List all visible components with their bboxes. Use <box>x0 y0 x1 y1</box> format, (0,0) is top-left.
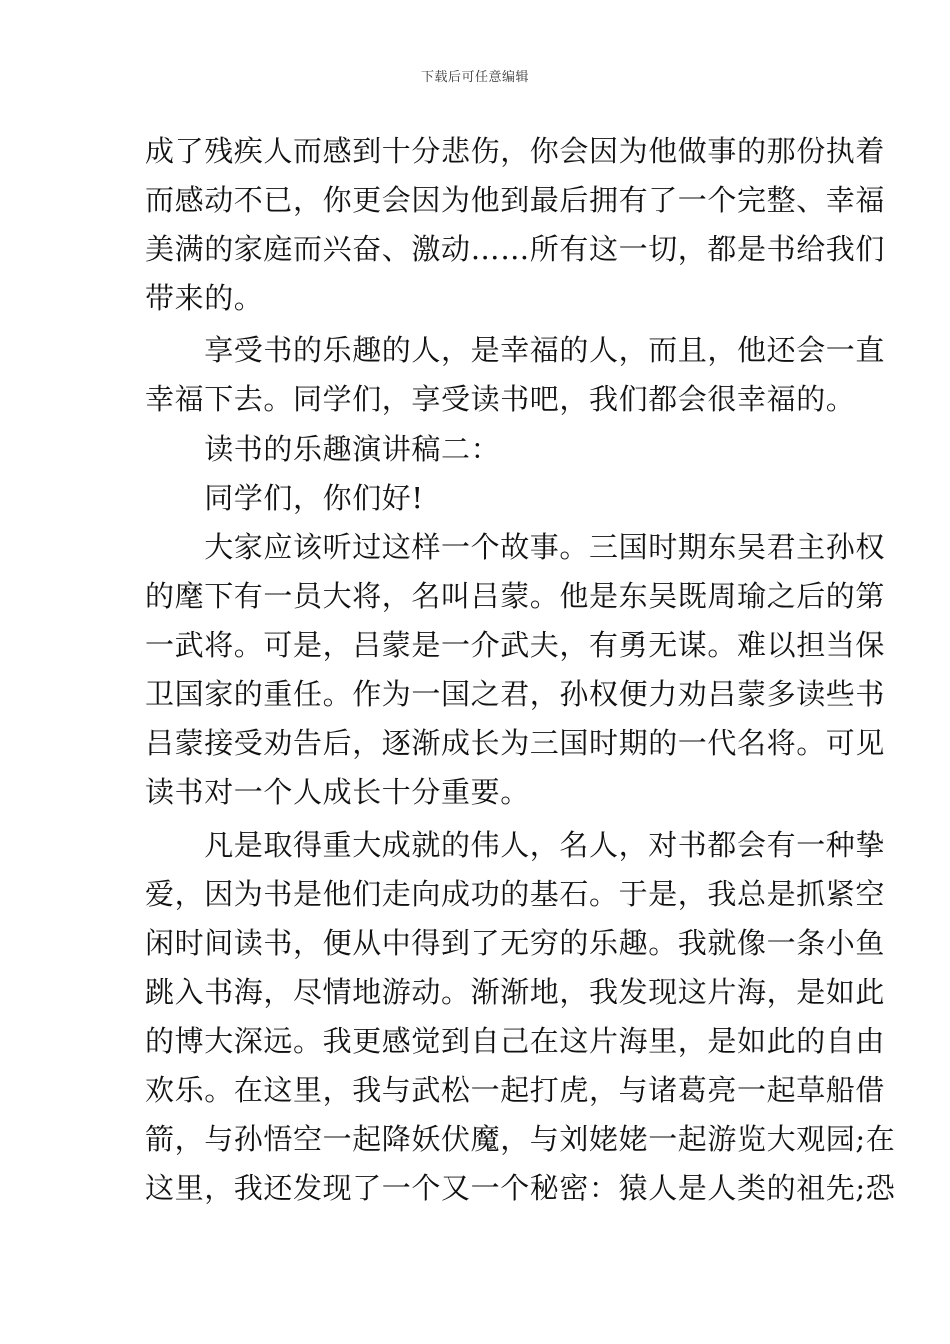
text-line: 欢乐。在这里，我与武松一起打虎，与诸葛亮一起草船借 <box>145 1073 886 1107</box>
text-line: 跳入书海，尽情地游动。渐渐地，我发现这片海，是如此 <box>145 975 886 1009</box>
text-line: 大家应该听过这样一个故事。三国时期东吴君主孙权 <box>145 530 886 564</box>
text-line: 闲时间读书，便从中得到了无穷的乐趣。我就像一条小鱼 <box>145 926 886 960</box>
text-line: 而感动不已，你更会因为他到最后拥有了一个完整、幸福 <box>145 183 886 217</box>
text-line: 爱，因为书是他们走向成功的基石。于是，我总是抓紧空 <box>145 877 886 911</box>
text-line: 带来的。 <box>145 281 264 315</box>
text-line: 成了残疾人而感到十分悲伤，你会因为他做事的那份执着 <box>145 134 886 168</box>
text-line: 一武将。可是，吕蒙是一介武夫，有勇无谋。难以担当保 <box>145 628 886 662</box>
text-line: 吕蒙接受劝告后，逐渐成长为三国时期的一代名将。可见 <box>145 726 886 760</box>
text-line: 的博大深远。我更感觉到自己在这片海里，是如此的自由 <box>145 1024 886 1058</box>
text-line: 美满的家庭而兴奋、激动……所有这一切，都是书给我们 <box>145 232 886 266</box>
text-line: 同学们，你们好! <box>145 481 424 515</box>
text-line: 的麾下有一员大将，名叫吕蒙。他是东吴既周瑜之后的第 <box>145 579 886 613</box>
text-line: 凡是取得重大成就的伟人，名人，对书都会有一种挚 <box>145 828 886 862</box>
text-line: 这里，我还发现了一个又一个秘密：猿人是人类的祖先;恐 <box>145 1171 896 1205</box>
text-line: 幸福下去。同学们，享受读书吧，我们都会很幸福的。 <box>145 382 856 416</box>
section-heading: 读书的乐趣演讲稿二： <box>145 432 501 466</box>
page-header: 下载后可任意编辑 <box>420 70 529 85</box>
text-line: 卫国家的重任。作为一国之君，孙权便力劝吕蒙多读些书 <box>145 677 886 711</box>
text-line: 读书对一个人成长十分重要。 <box>145 775 530 809</box>
text-line: 享受书的乐趣的人，是幸福的人，而且，他还会一直 <box>145 333 886 367</box>
text-line: 箭，与孙悟空一起降妖伏魔，与刘姥姥一起游览大观园;在 <box>145 1122 896 1156</box>
